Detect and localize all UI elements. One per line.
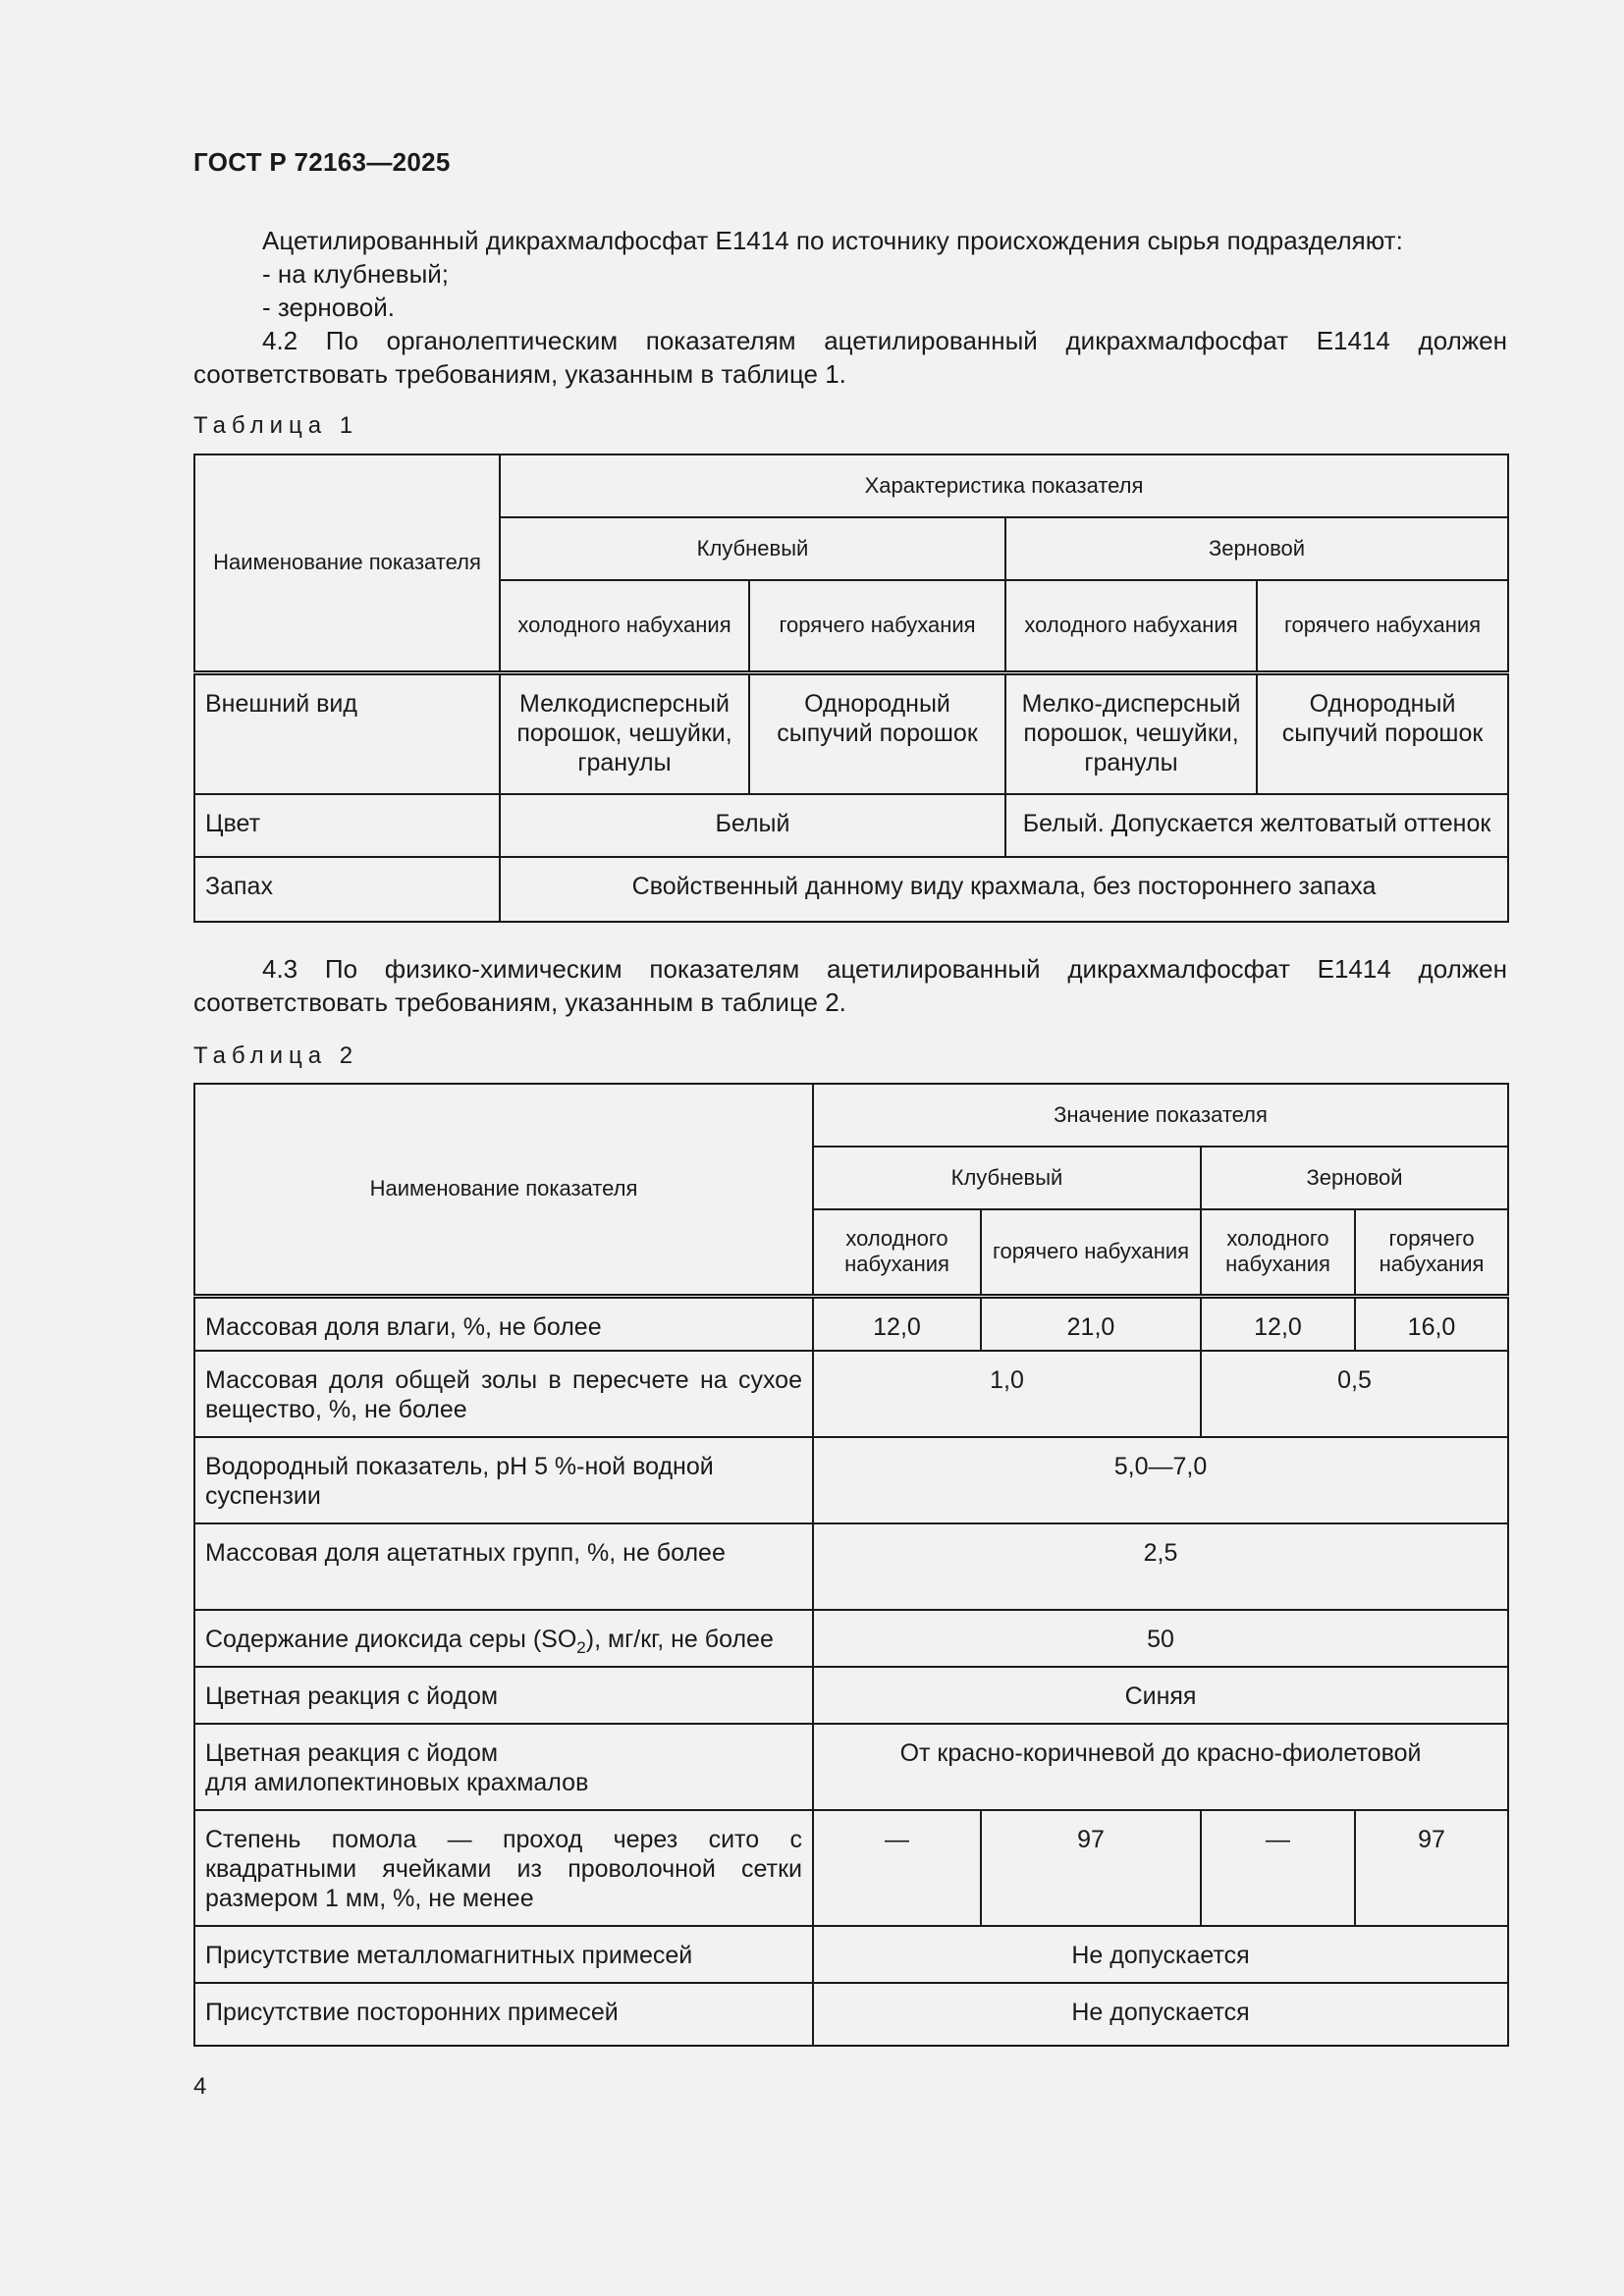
table1-header-name: Наименование показателя <box>194 454 500 672</box>
table1-header-hot-2: горячего набухания <box>1257 580 1508 672</box>
table-row <box>194 1610 1508 1667</box>
table1-row1-c2: Однородный сыпучий порошок <box>749 672 1005 794</box>
table2-row9-all: Не допускается <box>813 1926 1508 1983</box>
table-row <box>194 672 1508 794</box>
table2-header-value: Значение показателя <box>813 1084 1508 1147</box>
paragraph-4-3: 4.3 По физико-химическим показателям ацетилированный дикрахмалфосфат Е1414 должен соответствовать требованиям, указанным в таблице 2. <box>193 954 1507 1017</box>
table2-header-cold-1: холодного набухания <box>813 1209 981 1296</box>
table-row <box>194 857 1508 922</box>
table-row <box>194 794 1508 857</box>
table1 <box>193 454 1509 923</box>
table2-row2-grain: 0,5 <box>1201 1351 1508 1437</box>
table-row <box>194 1983 1508 2046</box>
table1-row2-name: Цвет <box>194 794 500 857</box>
paragraph-4-3-block <box>193 952 1507 1019</box>
so2-name-post: ), мг/кг, не более <box>585 1626 774 1653</box>
table2-row8-c4: 97 <box>1355 1810 1508 1926</box>
table2-row5-name <box>194 1610 813 1667</box>
table1-row2-grain: Белый. Допускается желтоватый оттенок <box>1005 794 1508 857</box>
table2-row4-name: Массовая доля ацетатных групп, %, не более <box>194 1523 813 1610</box>
table2-header-hot-1: горячего набухания <box>981 1209 1201 1296</box>
table1-row1-c4: Однородный сыпучий порошок <box>1257 672 1508 794</box>
table1-caption: Таблица 1 <box>193 412 359 439</box>
table-row <box>194 1724 1508 1810</box>
so2-subscript: 2 <box>576 1638 586 1657</box>
table-row <box>194 1351 1508 1437</box>
table-row <box>194 1523 1508 1610</box>
table1-header-characteristic: Характеристика показателя <box>500 454 1508 517</box>
table1-header-cold-1: холодного набухания <box>500 580 749 672</box>
table1-row1-c1: Мелкодисперсный порошок, чешуйки, гранулы <box>500 672 749 794</box>
intro-paragraph: Ацетилированный дикрахмалфосфат Е1414 по источнику происхождения сырья подразделяют: <box>262 226 1403 255</box>
paragraph-4-2: 4.2 По органолептическим показателям ацетилированный дикрахмалфосфат Е1414 должен соответствовать требованиям, указанным в таблице 1. <box>193 326 1507 389</box>
table1-header-cold-2: холодного набухания <box>1005 580 1257 672</box>
table2-row1-c1: 12,0 <box>813 1296 981 1351</box>
row7-name-line2: для амилопектиновых крахмалов <box>205 1769 589 1796</box>
table-row <box>194 1667 1508 1724</box>
table2-row7-all: От красно-коричневой до красно-фиолетовой <box>813 1724 1508 1810</box>
table2-row7-name <box>194 1724 813 1810</box>
table-row <box>194 1296 1508 1351</box>
table2-header-hot-2: горячего набухания <box>1355 1209 1508 1296</box>
table2-row6-all: Синяя <box>813 1667 1508 1724</box>
list-item-grain: - зерновой. <box>262 293 395 322</box>
table2-row10-name: Присутствие посторонних примесей <box>194 1983 813 2046</box>
table1-header-tuber: Клубневый <box>500 517 1005 580</box>
table2-row8-c3: — <box>1201 1810 1355 1926</box>
table2-row1-name: Массовая доля влаги, %, не более <box>194 1296 813 1351</box>
table1-row1-c3: Мелко-дисперсный порошок, чешуйки, гранулы <box>1005 672 1257 794</box>
table2-row6-name: Цветная реакция с йодом <box>194 1667 813 1724</box>
table1-row3-all: Свойственный данному виду крахмала, без постороннего запаха <box>500 857 1508 922</box>
table2 <box>193 1083 1509 2047</box>
table2-row1-c2: 21,0 <box>981 1296 1201 1351</box>
so2-name-pre: Содержание диоксида серы (SO <box>205 1626 577 1653</box>
table2-row9-name: Присутствие металломагнитных примесей <box>194 1926 813 1983</box>
table2-row8-name: Степень помола — проход через сито с квадратными ячейками из проволочной сетки размером 1 мм, %, не менее <box>194 1810 813 1926</box>
table2-row4-all: 2,5 <box>813 1523 1508 1610</box>
page-number: 4 <box>193 2073 207 2100</box>
intro-text <box>193 224 1507 391</box>
table1-header-grain: Зерновой <box>1005 517 1508 580</box>
table2-row10-all: Не допускается <box>813 1983 1508 2046</box>
table2-row8-c2: 97 <box>981 1810 1201 1926</box>
table1-row1-name: Внешний вид <box>194 672 500 794</box>
table2-header-name: Наименование показателя <box>194 1084 813 1296</box>
table2-row2-tuber: 1,0 <box>813 1351 1201 1437</box>
table1-row2-tuber: Белый <box>500 794 1005 857</box>
table2-row1-c4: 16,0 <box>1355 1296 1508 1351</box>
table2-caption: Таблица 2 <box>193 1042 359 1069</box>
table2-header-cold-2: холодного набухания <box>1201 1209 1355 1296</box>
table1-row3-name: Запах <box>194 857 500 922</box>
document-code: ГОСТ Р 72163—2025 <box>193 147 451 177</box>
table1-header-hot-1: горячего набухания <box>749 580 1005 672</box>
table-row <box>194 1810 1508 1926</box>
table2-row1-c3: 12,0 <box>1201 1296 1355 1351</box>
table2-row5-all: 50 <box>813 1610 1508 1667</box>
table2-row3-name: Водородный показатель, pH 5 %-ной водной суспензии <box>194 1437 813 1523</box>
table2-header-tuber: Клубневый <box>813 1147 1201 1209</box>
list-item-tuber: - на клубневый; <box>262 259 450 289</box>
table-row <box>194 1926 1508 1983</box>
table2-row8-c1: — <box>813 1810 981 1926</box>
row7-name-line1: Цветная реакция с йодом <box>205 1739 499 1767</box>
table2-row3-all: 5,0—7,0 <box>813 1437 1508 1523</box>
table2-row2-name: Массовая доля общей золы в пересчете на сухое вещество, %, не более <box>194 1351 813 1437</box>
table-row <box>194 1437 1508 1523</box>
table2-header-grain: Зерновой <box>1201 1147 1508 1209</box>
